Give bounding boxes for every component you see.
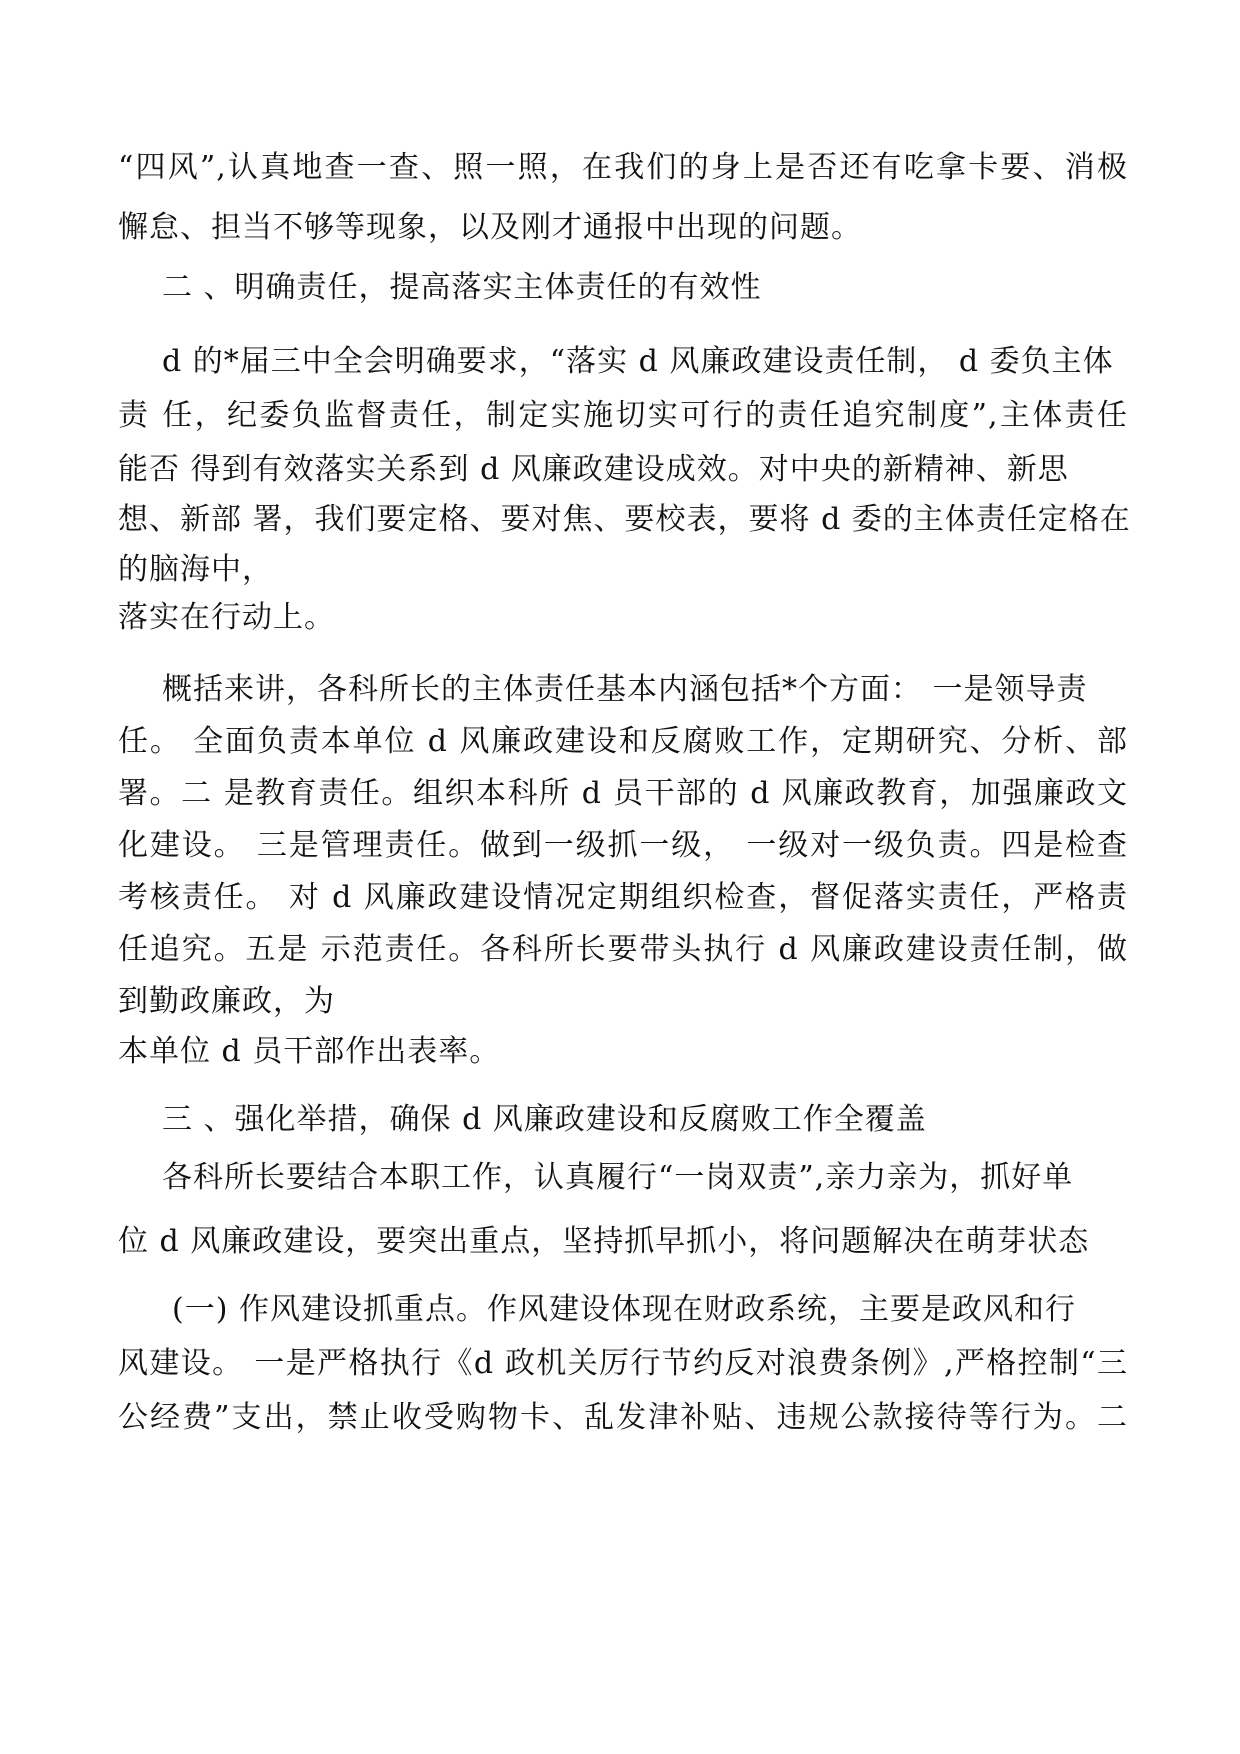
text-line: 能否 得到有效落实关系到 d 风廉政建设成效。对中央的新精神、新思 xyxy=(118,452,1069,487)
text-line: 位 d 风廉政建设，要突出重点，坚持抓早抓小，将问题解决在萌芽状态 xyxy=(118,1224,1090,1259)
text-line: 署。二 是教育责任。组织本科所 d 员干部的 d 风廉政教育，加强廉政文 xyxy=(118,776,1128,811)
text-line: 的脑海中， xyxy=(118,552,273,587)
text-line: 落实在行动上。 xyxy=(118,600,335,635)
text-line: d 的*届三中全会明确要求，“落实 d 风廉政建设责任制， d 委负主体 xyxy=(162,344,1114,379)
text-line: 想、新部 署，我们要定格、要对焦、要校表，要将 d 委的主体责任定格在 xyxy=(118,502,1131,537)
text-line: “四风”,认真地查一查、照一照，在我们的身上是否还有吃拿卡要、消极 xyxy=(118,150,1128,185)
text-line: 化建设。 三是管理责任。做到一级抓一级， 一级对一级负责。四是检查 xyxy=(118,828,1128,863)
text-line: 公经费”支出，禁止收受购物卡、乱发津补贴、违规公款接待等行为。二 xyxy=(118,1400,1128,1435)
text-line: 懈怠、担当不够等现象，以及刚才通报中出现的问题。 xyxy=(118,210,862,245)
section-heading: 二 、明确责任，提高落实主体责任的有效性 xyxy=(162,270,762,305)
text-line: 任。 全面负责本单位 d 风廉政建设和反腐败工作，定期研究、分析、部 xyxy=(118,724,1128,759)
subsection-heading: (一) 作风建设抓重点。作风建设体现在财政系统，主要是政风和行 xyxy=(172,1292,1076,1327)
section-heading: 三 、强化举措，确保 d 风廉政建设和反腐败工作全覆盖 xyxy=(162,1102,927,1137)
text-line: 任追究。五是 示范责任。各科所长要带头执行 d 风廉政建设责任制，做 xyxy=(118,932,1128,967)
text-line: 到勤政廉政，为 xyxy=(118,984,335,1019)
text-line: 风建设。 一是严格执行《d 政机关厉行节约反对浪费条例》,严格控制“三 xyxy=(118,1346,1128,1381)
text-line: 考核责任。 对 d 风廉政建设情况定期组织检查，督促落实责任，严格责 xyxy=(118,880,1128,915)
text-line: 各科所长要结合本职工作，认真履行“一岗双责”,亲力亲为，抓好单 xyxy=(162,1160,1074,1195)
text-line: 概括来讲，各科所长的主体责任基本内涵包括*个方面： 一是领导责 xyxy=(162,672,1088,707)
text-line: 责 任，纪委负监督责任，制定实施切实可行的责任追究制度”,主体责任 xyxy=(118,398,1128,433)
text-line: 本单位 d 员干部作出表率。 xyxy=(118,1034,501,1069)
